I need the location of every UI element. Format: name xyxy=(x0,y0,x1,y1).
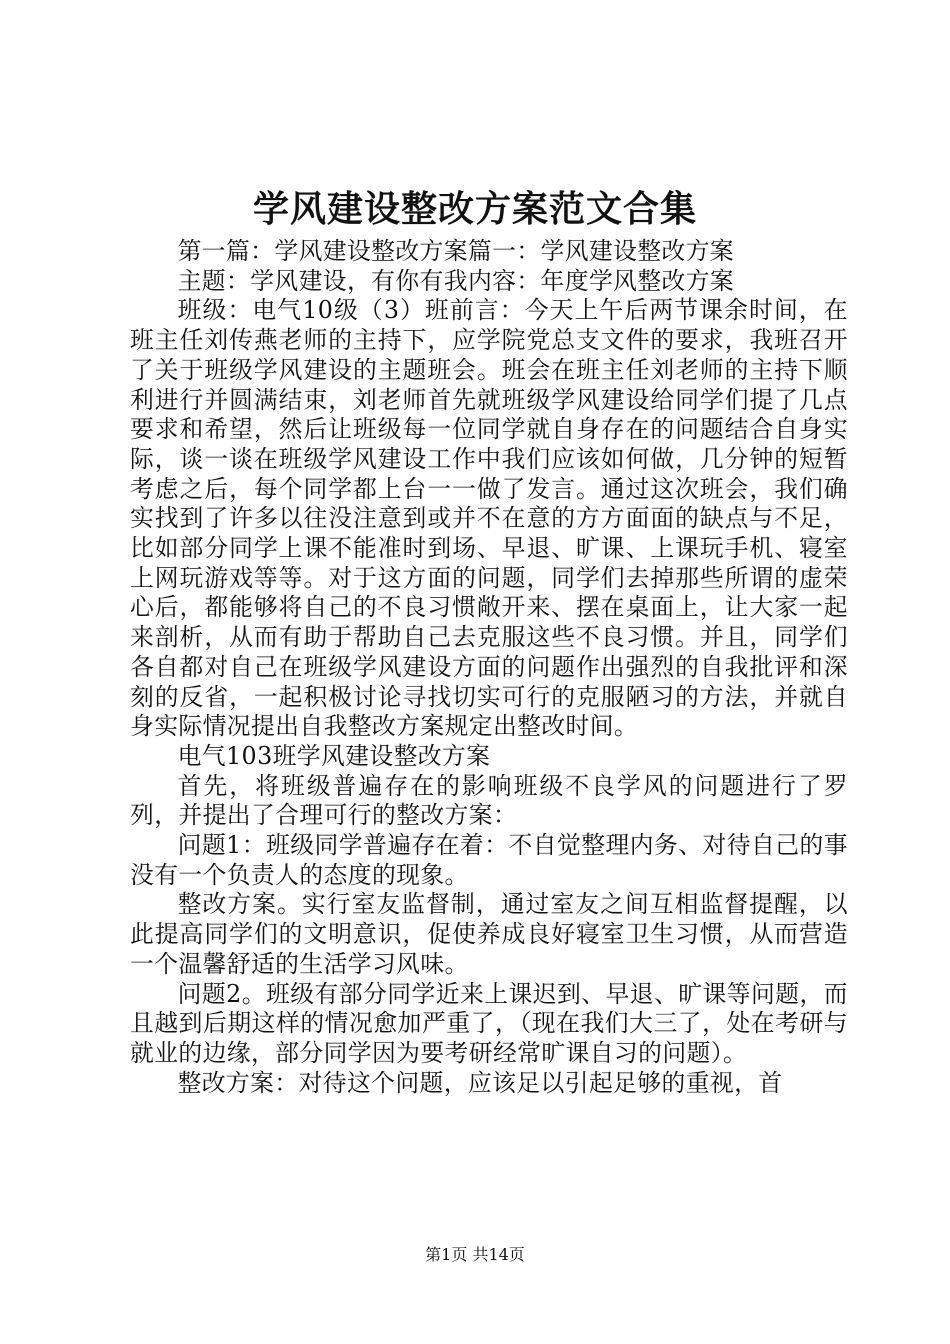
paragraph: 整改方案。实行室友监督制，通过室友之间互相监督提醒，以此提高同学们的文明意识，促使养成良好寝室卫生习惯，从而营造一个温馨舒适的生活学习风味。 xyxy=(130,890,848,978)
paragraph: 班级：电气10级（3）班前言：今天上午后两节课余时间，在班主任刘传燕老师的主持下，应学院党总支文件的要求，我班召开了关于班级学风建设的主题班会。班会在班主任刘老师的主持下顺利进行并圆满结束，刘老师首先就班级学风建设给同学们提了几点要求和希望，然后让班级每一位同学就自身存在的问题结合自身实际，谈一谈在班级学风建设工作中我们应该如何做，几分钟的短暂考虑之后，每个同学都上台一一做了发言。通过这次班会，我们确实找到了许多以往没注意到或并不在意的方方面面的缺点与不足，比如部分同学上课不能准时到场、早退、旷课、上课玩手机、寝室上网玩游戏等等。对于这方面的问题，同学们去掉那些所谓的虚荣心后，都能够将自己的不良习惯敞开来、摆在桌面上，让大家一起来剖析，从而有助于帮助自己去克服这些不良习惯。并且，同学们各自都对自己在班级学风建设方面的问题作出强烈的自我批评和深刻的反省，一起积极讨论寻找切实可行的克服陋习的方法，并就自身实际情况提出自我整改方案规定出整改时间。 xyxy=(130,296,848,741)
page-number-footer: 第1页 共14页 xyxy=(425,1245,525,1264)
document-title: 学风建设整改方案范文合集 xyxy=(252,188,697,230)
document-body xyxy=(130,237,848,1098)
paragraph: 问题2。班级有部分同学近来上课迟到、早退、旷课等问题，而且越到后期这样的情况愈加严重了，（现在我们大三了，处在考研与就业的边缘，部分同学因为要考研经常旷课自习的问题）。 xyxy=(130,979,848,1067)
paragraph: 问题1：班级同学普遍存在着：不自觉整理内务、对待自己的事没有一个负责人的态度的现象。 xyxy=(130,831,848,889)
paragraph: 首先，将班级普遍存在的影响班级不良学风的问题进行了罗列，并提出了合理可行的整改方案： xyxy=(130,771,848,830)
paragraph: 整改方案：对待这个问题，应该足以引起足够的重视，首 xyxy=(177,1068,783,1097)
paragraph: 主题：学风建设，有你有我内容：年度学风整改方案 xyxy=(177,266,735,295)
paragraph: 电气103班学风建设整改方案 xyxy=(177,741,491,770)
paragraph: 第一篇：学风建设整改方案篇一：学风建设整改方案 xyxy=(177,237,735,265)
